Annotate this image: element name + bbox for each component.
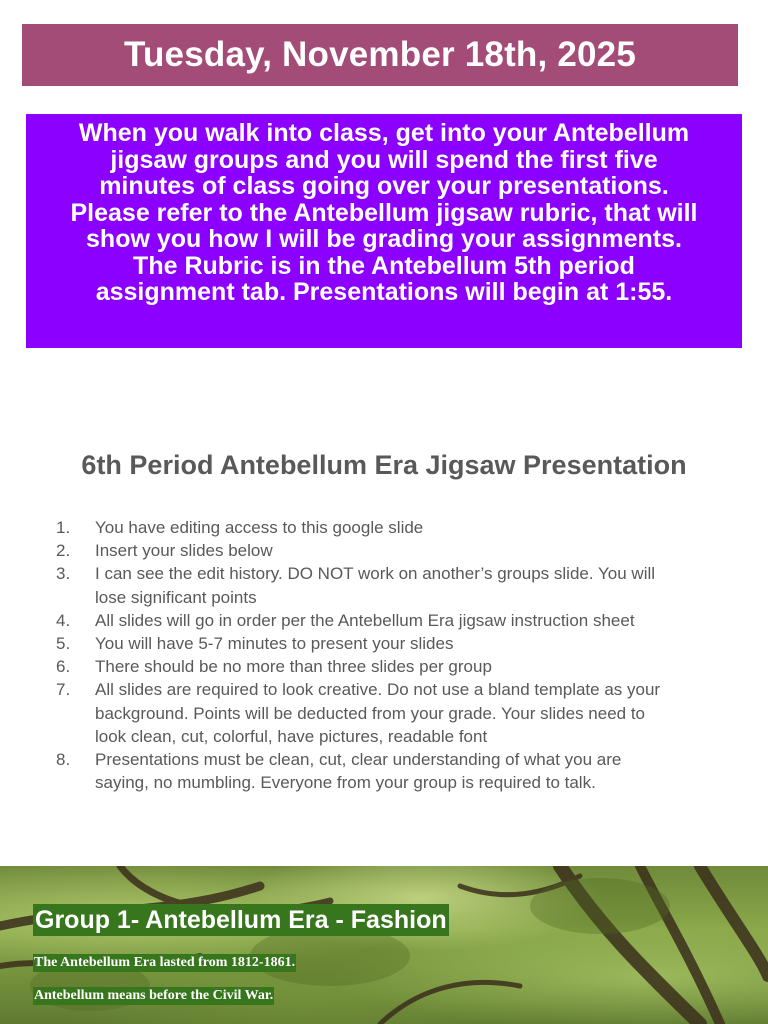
- notice-line: show you how I will be grading your assignments.: [86, 225, 682, 253]
- notice-line: The Rubric is in the Antebellum 5th period: [133, 251, 635, 280]
- item-text-line: I can see the edit history. DO NOT work on another’s groups slide. You will: [95, 564, 656, 584]
- item-text-line: There should be no more than three slides per group: [95, 657, 492, 677]
- instruction-item: [56, 609, 746, 632]
- item-number: 3.: [56, 564, 71, 584]
- item-number: 6.: [56, 657, 71, 677]
- item-text-line: All slides are required to look creative. Do not use a bland template as your: [95, 680, 661, 700]
- item-number: 5.: [56, 634, 71, 654]
- instruction-list: [56, 516, 746, 794]
- notice-line: jigsaw groups and you will spend the first five: [110, 145, 658, 174]
- slide-title: 6th Period Antebellum Era Jigsaw Presentation: [81, 450, 687, 480]
- instruction-item: [56, 748, 746, 794]
- item-text-line: Insert your slides below: [95, 541, 273, 561]
- item-text-line: look clean, cut, colorful, have pictures, readable font: [95, 726, 488, 746]
- date-banner: Tuesday, November 18th, 2025: [22, 24, 738, 86]
- instruction-item: [56, 678, 746, 748]
- notice-line: When you walk into class, get into your Antebellum: [78, 119, 690, 147]
- notice-line: Please refer to the Antebellum jigsaw rubric, that will: [70, 198, 698, 227]
- item-number: 1.: [56, 518, 71, 537]
- item-text-line: lose significant points: [95, 587, 257, 607]
- item-text-line: saying, no mumbling. Everyone from your group is required to talk.: [95, 773, 596, 793]
- item-number: 2.: [56, 541, 71, 561]
- item-number: 4.: [56, 610, 71, 630]
- notice-line: minutes of class going over your presentations.: [99, 172, 669, 200]
- item-number: 7.: [56, 680, 71, 700]
- fact-line: Antebellum means before the Civil War.: [34, 988, 274, 1003]
- instruction-item: [56, 632, 746, 655]
- instruction-item: [56, 562, 746, 608]
- fact-line: The Antebellum Era lasted from 1812-1861.: [34, 955, 296, 970]
- group-heading: Group 1- Antebellum Era - Fashion: [35, 906, 447, 934]
- item-text-line: You have editing access to this google slide: [95, 518, 424, 537]
- item-text-line: background. Points will be deducted from your grade. Your slides need to: [95, 703, 646, 723]
- class-notice: [26, 114, 742, 348]
- item-number: 8.: [56, 750, 71, 770]
- slide-1: [0, 0, 768, 420]
- instruction-item: [56, 516, 746, 539]
- item-text-line: You will have 5-7 minutes to present your slides: [95, 634, 454, 654]
- instruction-item: [56, 539, 746, 562]
- slide-2: [0, 420, 768, 866]
- item-text-line: Presentations must be clean, cut, clear understanding of what you are: [95, 750, 622, 770]
- notice-line: assignment tab. Presentations will begin at 1:55.: [95, 278, 673, 306]
- instruction-item: [56, 655, 746, 678]
- item-text-line: All slides will go in order per the Antebellum Era jigsaw instruction sheet: [95, 610, 635, 630]
- slide-3: [0, 866, 768, 1024]
